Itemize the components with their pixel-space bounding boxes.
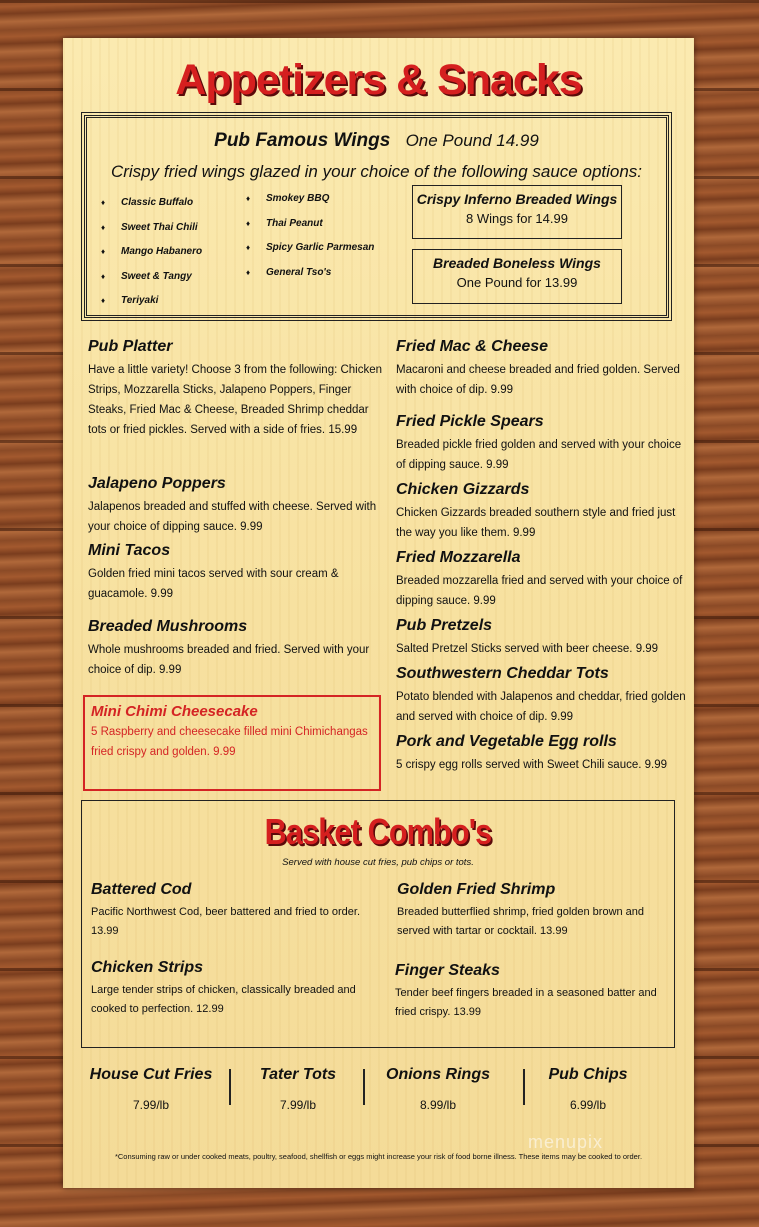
divider [363, 1069, 365, 1105]
bullet-icon: ♦ [246, 194, 251, 203]
item-name: Golden Fried Shrimp [397, 881, 556, 898]
sauce-item: ♦ Smokey BBQ [246, 193, 330, 204]
sauce-list-2 [246, 192, 374, 290]
bullet-icon: ♦ [101, 222, 106, 232]
basket-title: Basket Combo's [264, 811, 492, 852]
sauce-item: ♦ General Tso's [246, 266, 332, 278]
wings-section [84, 115, 669, 318]
menu-item [88, 338, 388, 440]
side-name: Onions Rings [386, 1066, 490, 1083]
side-item [373, 1066, 503, 1112]
item-desc: Breaded mozzarella fried and served with your choice of dipping sauce. 9.99 [396, 575, 683, 607]
item-name: Fried Mozzarella [396, 549, 521, 566]
page-title: Appetizers & Snacks [175, 56, 582, 104]
boneless-desc: One Pound for 13.99 [456, 275, 578, 290]
sauce-item: ♦ Thai Peanut [246, 217, 323, 229]
item-desc: Tender beef fingers breaded in a seasoned batter and fried crispy. 13.99 [395, 987, 657, 1018]
divider [229, 1069, 231, 1105]
menu-item [396, 733, 688, 775]
item-desc: Breaded pickle fried golden and served with your choice of dipping sauce. 9.99 [396, 439, 682, 471]
bullet-icon: ♦ [246, 267, 251, 277]
divider [523, 1069, 525, 1105]
item-name: Breaded Mushrooms [88, 618, 248, 635]
side-price: 6.99/lb [569, 1098, 607, 1112]
menu-item [396, 413, 688, 475]
inferno-title: Crispy Inferno Breaded Wings [416, 191, 618, 207]
basket-item [397, 881, 659, 941]
basket-item [395, 962, 663, 1022]
menu-item [88, 542, 388, 604]
item-name: Fried Mac & Cheese [396, 338, 549, 355]
side-item [533, 1066, 643, 1112]
side-price: 7.99/lb [132, 1098, 170, 1112]
item-desc: Whole mushrooms breaded and fried. Served with your choice of dip. 9.99 [88, 644, 370, 676]
bullet-icon: ♦ [101, 296, 106, 305]
basket-combos-section [81, 800, 675, 1048]
sauce-item: ♦ Teriyaki [101, 295, 159, 306]
bullet-icon: ♦ [101, 271, 106, 281]
item-name: Pub Pretzels [396, 617, 493, 634]
item-name: Southwestern Cheddar Tots [396, 665, 609, 682]
watermark-logo: menupix [528, 1132, 604, 1152]
basket-item [91, 959, 361, 1019]
sauce-item: ♦ Sweet Thai Chili [101, 221, 198, 233]
footer-disclaimer: *Consuming raw or under cooked meats, poultry, seafood, shellfish or eggs might increase your risk of food borne illness. These items may be cooked to order. [114, 1152, 643, 1161]
boneless-title: Breaded Boneless Wings [433, 255, 601, 271]
menu-item [396, 338, 688, 400]
item-desc: Pacific Northwest Cod, beer battered and fried to order. 13.99 [91, 906, 361, 937]
basket-item [91, 881, 361, 941]
item-name: Pork and Vegetable Egg rolls [396, 733, 617, 750]
menu-item [396, 665, 688, 727]
side-name: Tater Tots [259, 1066, 337, 1083]
chimi-desc: 5 Raspberry and cheesecake filled mini Chimichangas fried crispy and golden. 9.99 [91, 726, 368, 758]
item-desc: 5 crispy egg rolls served with Sweet Chili sauce. 9.99 [396, 759, 668, 771]
item-desc: Have a little variety! Choose 3 from the following: Chicken Strips, Mozzarella Sticks, Jalapeno Poppers, Finger Steaks, Fried Mac & Cheese, Breaded Shrimp cheddar tots or fried pickles. Served with a side of fries. 15.99 [88, 364, 383, 436]
bullet-icon: ♦ [101, 247, 106, 256]
wings-price: One Pound 14.99 [405, 131, 539, 150]
item-name: Finger Steaks [395, 962, 500, 979]
sauce-item: ♦ Spicy Garlic Parmesan [246, 242, 375, 253]
bullet-icon: ♦ [246, 218, 251, 228]
boneless-wings-box [412, 249, 622, 304]
item-desc: Large tender strips of chicken, classically breaded and cooked to perfection. 12.99 [91, 984, 356, 1015]
item-name: Jalapeno Poppers [88, 475, 226, 492]
side-name: Pub Chips [548, 1066, 628, 1083]
side-price: 7.99/lb [279, 1098, 317, 1112]
item-name: Battered Cod [91, 881, 192, 898]
item-desc: Salted Pretzel Sticks served with beer cheese. 9.99 [396, 643, 659, 655]
bullet-icon: ♦ [101, 198, 106, 207]
side-name: House Cut Fries [89, 1066, 213, 1083]
item-name: Pub Platter [88, 338, 173, 355]
menu-page [63, 38, 694, 1188]
item-desc: Jalapenos breaded and stuffed with cheese. Served with your choice of dipping sauce. 9.99 [88, 501, 377, 533]
item-name: Chicken Gizzards [396, 481, 530, 498]
item-desc: Chicken Gizzards breaded southern style and fried just the way you like them. 9.99 [396, 507, 676, 539]
basket-subtitle: Served with house cut fries, pub chips or tots. [282, 857, 474, 868]
chimi-cheesecake-box [83, 695, 381, 791]
menu-item [396, 549, 688, 611]
wings-name: Pub Famous Wings [214, 130, 391, 151]
sauce-item: ♦ Sweet & Tangy [101, 270, 192, 282]
bullet-icon: ♦ [246, 243, 251, 252]
menu-item [88, 475, 388, 537]
sauce-item: ♦ Classic Buffalo [101, 197, 194, 208]
sauce-list-1 [101, 196, 202, 319]
item-desc: Breaded butterflied shrimp, fried golden brown and served with tartar or cocktail. 13.99 [397, 906, 645, 937]
side-item [238, 1066, 358, 1112]
item-name: Fried Pickle Spears [396, 413, 544, 430]
menu-item [396, 617, 688, 659]
wings-subtitle: Crispy fried wings glazed in your choice of the following sauce options: [110, 162, 643, 181]
wings-heading [87, 130, 666, 152]
inferno-wings-box [412, 185, 622, 239]
item-desc: Macaroni and cheese breaded and fried golden. Served with choice of dip. 9.99 [396, 364, 680, 396]
item-name: Chicken Strips [91, 959, 204, 976]
item-desc: Golden fried mini tacos served with sour cream & guacamole. 9.99 [88, 568, 339, 600]
menu-item [88, 618, 388, 680]
item-name: Mini Tacos [88, 542, 171, 559]
chimi-name: Mini Chimi Cheesecake [91, 703, 258, 720]
inferno-desc: 8 Wings for 14.99 [466, 211, 568, 226]
item-desc: Potato blended with Jalapenos and cheddar, fried golden and served with choice of dip. 9.99 [396, 691, 686, 723]
side-item [81, 1066, 221, 1112]
menu-item [396, 481, 688, 543]
side-price: 8.99/lb [419, 1098, 457, 1112]
sauce-item: ♦ Mango Habanero [101, 246, 203, 257]
